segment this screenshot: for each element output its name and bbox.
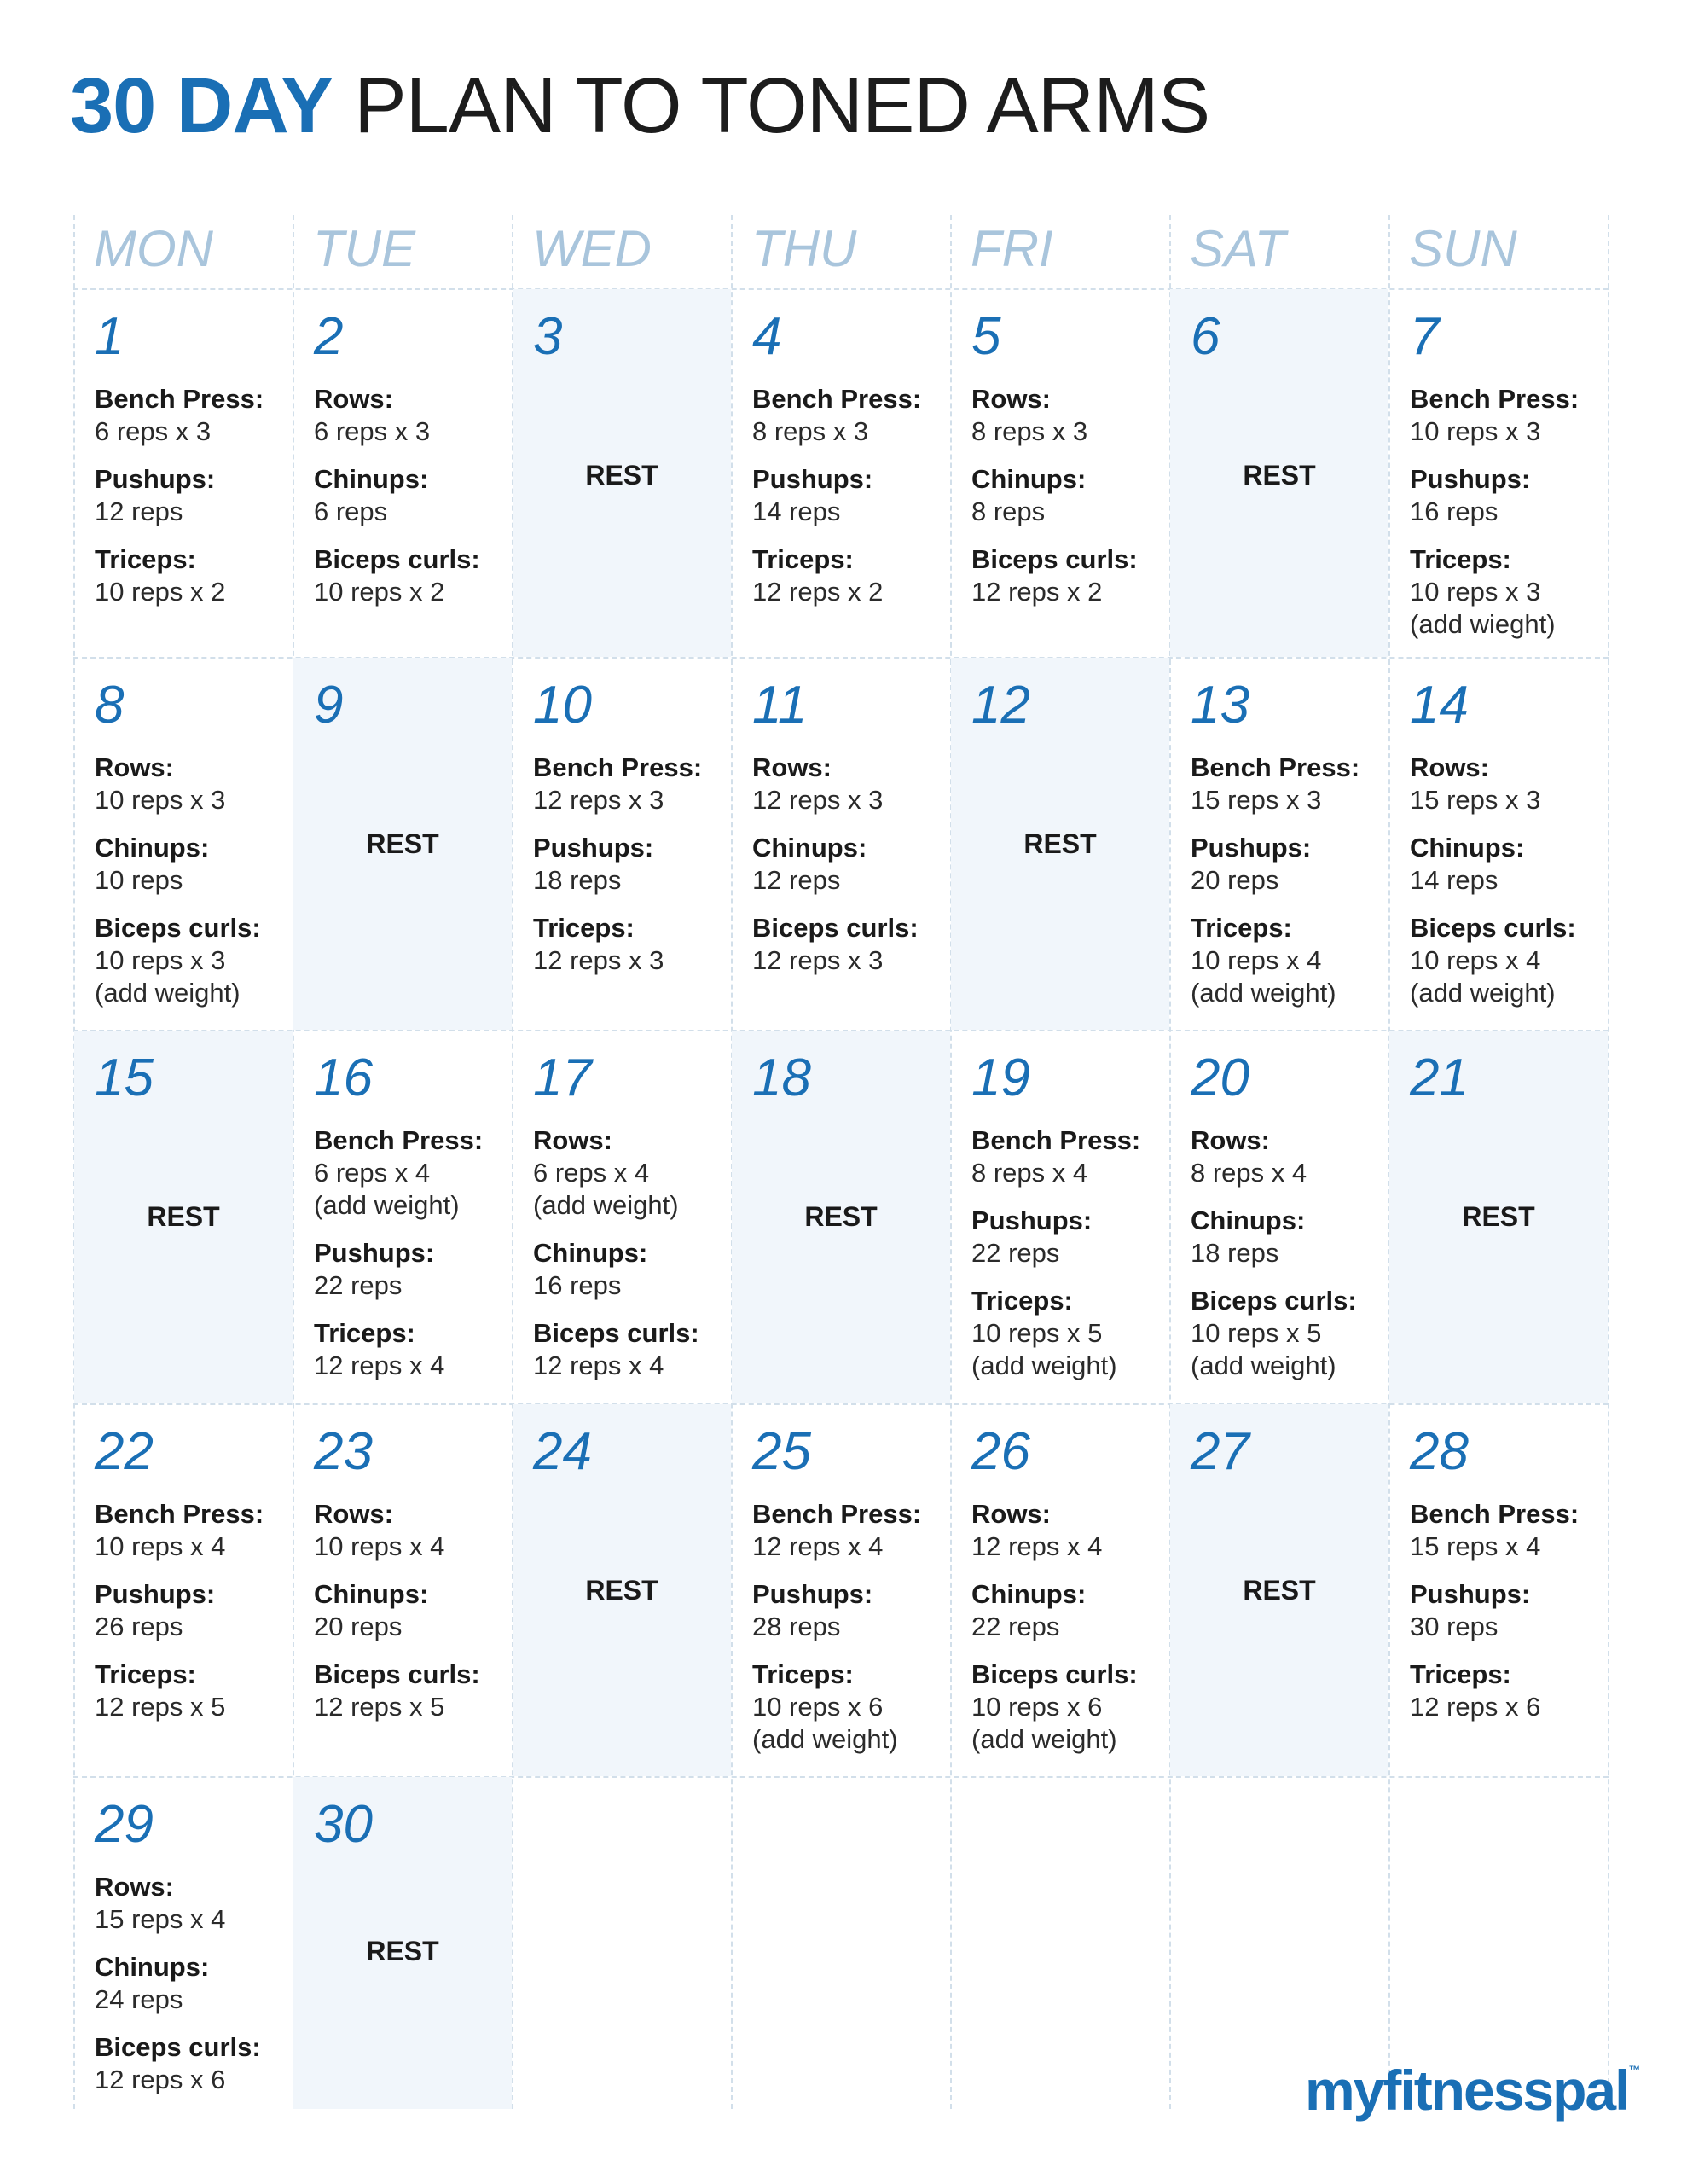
exercise-name: Triceps:: [95, 1659, 196, 1689]
weekday-header-sat: SAT: [1190, 220, 1286, 277]
exercise-name: Triceps:: [1191, 913, 1292, 943]
exercise-detail: 24 reps: [95, 1984, 183, 2014]
day-cell-8: [74, 658, 293, 1030]
weekday-header-wed: WED: [532, 220, 652, 277]
exercise-name: Pushups:: [752, 1579, 873, 1609]
exercise-detail: 15 reps x 4: [95, 1904, 226, 1934]
day-number: 12: [971, 676, 1030, 735]
exercise-detail: 6 reps x 4: [314, 1158, 431, 1188]
day-cell-27: [1170, 1404, 1388, 1776]
weekday-header-fri: FRI: [971, 220, 1053, 277]
rest-label: REST: [147, 1201, 220, 1232]
rest-label: REST: [585, 1575, 658, 1606]
exercise-item: [1410, 832, 1608, 897]
day-cell-28: [1389, 1404, 1608, 1776]
day-number: 28: [1410, 1422, 1469, 1481]
exercise-name: Pushups:: [752, 464, 873, 494]
exercise-item: [533, 1317, 731, 1382]
exercise-detail: (add weight): [752, 1724, 898, 1754]
day-cell-4: [732, 289, 950, 657]
exercise-detail: (add weight): [1191, 978, 1336, 1008]
day-cell-18: [732, 1031, 950, 1403]
exercise-name: Rows:: [533, 1125, 612, 1155]
exercise-name: Rows:: [1410, 752, 1489, 782]
exercise-detail: 15 reps x 3: [1191, 785, 1322, 815]
exercise-item: [1191, 752, 1388, 816]
rest-label: REST: [1243, 1575, 1316, 1606]
exercise-item: [971, 1205, 1169, 1269]
day-cell-7: [1389, 289, 1608, 657]
exercise-item: [752, 383, 950, 448]
exercise-detail: 26 reps: [95, 1612, 183, 1641]
exercise-detail: 8 reps x 4: [971, 1158, 1088, 1188]
day-cell-9: [293, 658, 512, 1030]
exercise-name: Chinups:: [1191, 1205, 1306, 1235]
title-bold: 30 DAY: [70, 62, 333, 149]
day-cell-16: [293, 1031, 512, 1403]
exercise-name: Pushups:: [1410, 464, 1531, 494]
day-number: 4: [752, 307, 782, 366]
exercise-item: [1191, 912, 1388, 1009]
exercise-detail: 12 reps: [752, 865, 841, 895]
exercise-detail: 10 reps x 5: [971, 1318, 1103, 1348]
exercise-detail: 8 reps x 3: [752, 416, 869, 446]
day-number: 22: [95, 1422, 154, 1481]
exercise-item: [752, 1498, 950, 1563]
exercise-detail: 6 reps x 3: [95, 416, 212, 446]
exercise-detail: 10 reps x 6: [752, 1692, 884, 1722]
day-cell-12: [951, 658, 1169, 1030]
day-cell-17: [513, 1031, 731, 1403]
exercise-detail: 6 reps x 3: [314, 416, 431, 446]
exercise-detail: (add weight): [1410, 978, 1556, 1008]
calendar-grid: [73, 215, 1609, 2109]
exercise-detail: 10 reps: [95, 865, 183, 895]
exercise-item: [1410, 1578, 1608, 1643]
exercise-detail: 18 reps: [533, 865, 622, 895]
exercise-name: Triceps:: [971, 1286, 1073, 1316]
exercise-detail: (add weight): [971, 1350, 1117, 1380]
day-number: 11: [752, 676, 808, 735]
exercise-name: Biceps curls:: [971, 544, 1138, 574]
rest-label: REST: [366, 1936, 439, 1966]
day-number: 23: [314, 1422, 373, 1481]
exercise-item: [1410, 543, 1608, 641]
exercise-item: [533, 832, 731, 897]
exercise-name: Pushups:: [314, 1238, 435, 1268]
exercise-detail: 10 reps x 4: [95, 1531, 226, 1561]
day-number: 20: [1191, 1048, 1249, 1107]
exercise-name: Chinups:: [314, 1579, 429, 1609]
day-number: 25: [752, 1422, 811, 1481]
exercise-name: Bench Press:: [533, 752, 703, 782]
weekday-header-thu: THU: [751, 220, 857, 277]
weekday-header-tue: TUE: [313, 220, 415, 277]
exercise-item: [95, 1578, 293, 1643]
exercise-item: [95, 463, 293, 528]
exercise-detail: 18 reps: [1191, 1238, 1279, 1268]
day-cell-1: [74, 289, 293, 657]
day-number: 21: [1410, 1048, 1469, 1107]
exercise-detail: 10 reps x 6: [971, 1692, 1103, 1722]
day-number: 17: [533, 1048, 592, 1107]
exercise-detail: (add weight): [314, 1190, 460, 1220]
exercise-name: Rows:: [314, 384, 393, 414]
exercise-name: Bench Press:: [1410, 1499, 1580, 1529]
exercise-detail: 22 reps: [314, 1270, 403, 1300]
exercise-detail: 22 reps: [971, 1238, 1060, 1268]
exercise-name: Biceps curls:: [1191, 1286, 1357, 1316]
day-cell-2: [293, 289, 512, 657]
exercise-item: [752, 543, 950, 608]
exercise-item: [1410, 1498, 1608, 1563]
exercise-detail: (add weight): [1191, 1350, 1336, 1380]
exercise-name: Bench Press:: [314, 1125, 484, 1155]
exercise-name: Chinups:: [971, 1579, 1087, 1609]
exercise-item: [533, 1124, 731, 1222]
day-number: 27: [1191, 1422, 1249, 1481]
exercise-detail: 28 reps: [752, 1612, 841, 1641]
exercise-detail: 14 reps: [1410, 865, 1499, 895]
day-number: 24: [533, 1422, 592, 1481]
exercise-name: Rows:: [95, 752, 174, 782]
title-rest: PLAN TO TONED ARMS: [354, 62, 1210, 149]
exercise-detail: 12 reps x 3: [752, 785, 884, 815]
myfitnesspal-logo: myfitnesspal™: [1305, 2059, 1641, 2122]
exercise-name: Rows:: [314, 1499, 393, 1529]
day-cell-25: [732, 1404, 950, 1776]
day-cell-10: [513, 658, 731, 1030]
exercise-item: [1191, 832, 1388, 897]
exercise-name: Biceps curls:: [95, 913, 261, 943]
exercise-name: Chinups:: [752, 833, 867, 863]
exercise-detail: 12 reps x 2: [752, 577, 884, 607]
exercise-item: [1410, 383, 1608, 448]
exercise-name: Chinups:: [95, 833, 210, 863]
exercise-item: [95, 2031, 293, 2096]
exercise-item: [971, 543, 1169, 608]
exercise-item: [971, 1578, 1169, 1643]
day-number: 16: [314, 1048, 373, 1107]
exercise-name: Biceps curls:: [95, 2032, 261, 2062]
exercise-item: [752, 832, 950, 897]
exercise-detail: 10 reps x 4: [314, 1531, 445, 1561]
exercise-item: [314, 1578, 512, 1643]
exercise-detail: 10 reps x 3: [1410, 577, 1541, 607]
exercise-detail: 15 reps x 3: [1410, 785, 1541, 815]
exercise-item: [1191, 1285, 1388, 1382]
exercise-item: [1410, 752, 1608, 816]
exercise-name: Bench Press:: [752, 384, 922, 414]
day-cell-13: [1170, 658, 1388, 1030]
exercise-detail: 8 reps: [971, 497, 1046, 526]
exercise-detail: 8 reps x 4: [1191, 1158, 1307, 1188]
exercise-detail: 12 reps x 3: [752, 945, 884, 975]
exercise-item: [971, 1658, 1169, 1756]
exercise-item: [95, 383, 293, 448]
exercise-item: [1410, 463, 1608, 528]
exercise-item: [314, 1237, 512, 1302]
exercise-item: [1191, 1124, 1388, 1189]
exercise-name: Triceps:: [533, 913, 635, 943]
exercise-detail: 20 reps: [1191, 865, 1279, 895]
exercise-detail: 8 reps x 3: [971, 416, 1088, 446]
exercise-name: Bench Press:: [1191, 752, 1360, 782]
exercise-detail: 12 reps x 5: [95, 1692, 226, 1722]
exercise-name: Rows:: [95, 1872, 174, 1902]
exercise-item: [1410, 912, 1608, 1009]
exercise-detail: 12 reps x 2: [971, 577, 1103, 607]
day-cell-29: [74, 1777, 293, 2109]
exercise-detail: 6 reps x 4: [533, 1158, 650, 1188]
exercise-name: Bench Press:: [1410, 384, 1580, 414]
exercise-detail: 16 reps: [1410, 497, 1499, 526]
exercise-detail: 12 reps x 5: [314, 1692, 445, 1722]
exercise-name: Biceps curls:: [314, 544, 480, 574]
exercise-name: Triceps:: [95, 544, 196, 574]
exercise-name: Pushups:: [95, 1579, 216, 1609]
exercise-item: [971, 463, 1169, 528]
exercise-name: Bench Press:: [971, 1125, 1141, 1155]
day-number: 30: [314, 1795, 373, 1854]
exercise-detail: 10 reps x 5: [1191, 1318, 1322, 1348]
rest-label: REST: [366, 828, 439, 859]
exercise-item: [95, 543, 293, 608]
day-cell-14: [1389, 658, 1608, 1030]
grid-column-line: [1608, 215, 1609, 2109]
day-number: 5: [971, 307, 1001, 366]
exercise-detail: 22 reps: [971, 1612, 1060, 1641]
exercise-name: Chinups:: [533, 1238, 648, 1268]
exercise-name: Bench Press:: [752, 1499, 922, 1529]
exercise-detail: 12 reps x 4: [752, 1531, 884, 1561]
exercise-detail: 12 reps x 6: [95, 2065, 226, 2094]
exercise-name: Triceps:: [752, 1659, 854, 1689]
exercise-detail: 12 reps x 3: [533, 785, 664, 815]
exercise-detail: 12 reps: [95, 497, 183, 526]
rest-label: REST: [1243, 460, 1316, 491]
day-number: 14: [1410, 676, 1469, 735]
day-number: 7: [1410, 307, 1440, 366]
rest-label: REST: [1462, 1201, 1535, 1232]
rest-label: REST: [585, 460, 658, 491]
exercise-item: [533, 912, 731, 977]
exercise-name: Bench Press:: [95, 1499, 264, 1529]
day-number: 6: [1191, 307, 1220, 366]
exercise-detail: 16 reps: [533, 1270, 622, 1300]
exercise-detail: 12 reps x 6: [1410, 1692, 1541, 1722]
exercise-detail: 6 reps: [314, 497, 388, 526]
exercise-name: Pushups:: [971, 1205, 1093, 1235]
exercise-item: [1410, 1658, 1608, 1723]
exercise-name: Chinups:: [314, 464, 429, 494]
exercise-item: [314, 1317, 512, 1382]
exercise-name: Triceps:: [752, 544, 854, 574]
exercise-name: Bench Press:: [95, 384, 264, 414]
exercise-detail: 15 reps x 4: [1410, 1531, 1541, 1561]
day-number: 10: [533, 676, 592, 735]
day-number: 8: [95, 676, 125, 735]
exercise-name: Chinups:: [95, 1952, 210, 1982]
day-number: 26: [971, 1422, 1030, 1481]
exercise-item: [971, 1285, 1169, 1382]
exercise-name: Biceps curls:: [971, 1659, 1138, 1689]
exercise-item: [971, 1498, 1169, 1563]
exercise-item: [95, 912, 293, 1009]
exercise-name: Biceps curls:: [314, 1659, 480, 1689]
exercise-item: [95, 832, 293, 897]
page-title: [70, 62, 1210, 149]
exercise-item: [752, 1578, 950, 1643]
day-number: 19: [971, 1048, 1030, 1107]
day-cell-26: [951, 1404, 1169, 1776]
exercise-name: Triceps:: [1410, 1659, 1511, 1689]
exercise-detail: 12 reps x 4: [533, 1350, 664, 1380]
day-number: 18: [752, 1048, 811, 1107]
exercise-item: [971, 383, 1169, 448]
day-cell-3: [513, 289, 731, 657]
exercise-item: [1191, 1205, 1388, 1269]
exercise-name: Triceps:: [314, 1318, 415, 1348]
day-number: 13: [1191, 676, 1249, 735]
day-cell-23: [293, 1404, 512, 1776]
exercise-detail: 10 reps x 4: [1191, 945, 1322, 975]
exercise-item: [752, 912, 950, 977]
exercise-detail: 10 reps x 2: [95, 577, 226, 607]
exercise-name: Pushups:: [533, 833, 654, 863]
day-number: 3: [533, 307, 563, 366]
exercise-item: [971, 1124, 1169, 1189]
exercise-name: Rows:: [1191, 1125, 1270, 1155]
exercise-item: [314, 543, 512, 608]
day-cell-22: [74, 1404, 293, 1776]
weekday-header-sun: SUN: [1409, 220, 1517, 277]
exercise-detail: 12 reps x 4: [971, 1531, 1103, 1561]
exercise-item: [95, 752, 293, 816]
exercise-name: Pushups:: [95, 464, 216, 494]
day-number: 1: [95, 307, 125, 366]
exercise-name: Pushups:: [1191, 833, 1312, 863]
exercise-item: [752, 463, 950, 528]
exercise-detail: 10 reps x 2: [314, 577, 445, 607]
exercise-item: [314, 1498, 512, 1563]
day-cell-15: [74, 1031, 293, 1403]
exercise-item: [533, 1237, 731, 1302]
day-cell-30: [293, 1777, 512, 2109]
exercise-name: Rows:: [971, 384, 1051, 414]
rest-label: REST: [804, 1201, 878, 1232]
exercise-item: [95, 1951, 293, 2016]
day-number: 2: [314, 307, 344, 366]
exercise-name: Biceps curls:: [752, 913, 919, 943]
day-cell-19: [951, 1031, 1169, 1403]
exercise-detail: 30 reps: [1410, 1612, 1499, 1641]
exercise-name: Triceps:: [1410, 544, 1511, 574]
exercise-detail: (add wieght): [1410, 609, 1556, 639]
exercise-item: [314, 383, 512, 448]
exercise-name: Biceps curls:: [1410, 913, 1576, 943]
exercise-detail: (add weight): [533, 1190, 679, 1220]
day-number: 9: [314, 676, 344, 735]
exercise-item: [314, 1124, 512, 1222]
exercise-name: Biceps curls:: [533, 1318, 699, 1348]
day-cell-21: [1389, 1031, 1608, 1403]
exercise-name: Rows:: [752, 752, 832, 782]
day-cell-24: [513, 1404, 731, 1776]
exercise-detail: 12 reps x 3: [533, 945, 664, 975]
exercise-detail: 10 reps x 3: [1410, 416, 1541, 446]
exercise-detail: 10 reps x 3: [95, 785, 226, 815]
exercise-detail: (add weight): [971, 1724, 1117, 1754]
day-cell-6: [1170, 289, 1388, 657]
day-number: 29: [95, 1795, 154, 1854]
rest-label: REST: [1023, 828, 1097, 859]
exercise-item: [95, 1658, 293, 1723]
day-number: 15: [95, 1048, 154, 1107]
exercise-name: Rows:: [971, 1499, 1051, 1529]
exercise-detail: 10 reps x 3: [95, 945, 226, 975]
exercise-detail: 10 reps x 4: [1410, 945, 1541, 975]
exercise-item: [533, 752, 731, 816]
exercise-item: [314, 463, 512, 528]
exercise-name: Chinups:: [971, 464, 1087, 494]
exercise-name: Pushups:: [1410, 1579, 1531, 1609]
day-cell-11: [732, 658, 950, 1030]
exercise-item: [752, 1658, 950, 1756]
exercise-item: [752, 752, 950, 816]
exercise-detail: (add weight): [95, 978, 241, 1008]
weekday-header-mon: MON: [94, 220, 213, 277]
day-cell-20: [1170, 1031, 1388, 1403]
exercise-detail: 12 reps x 4: [314, 1350, 445, 1380]
day-cell-5: [951, 289, 1169, 657]
exercise-item: [95, 1498, 293, 1563]
exercise-item: [95, 1871, 293, 1936]
exercise-item: [314, 1658, 512, 1723]
exercise-name: Chinups:: [1410, 833, 1525, 863]
exercise-detail: 20 reps: [314, 1612, 403, 1641]
exercise-detail: 14 reps: [752, 497, 841, 526]
